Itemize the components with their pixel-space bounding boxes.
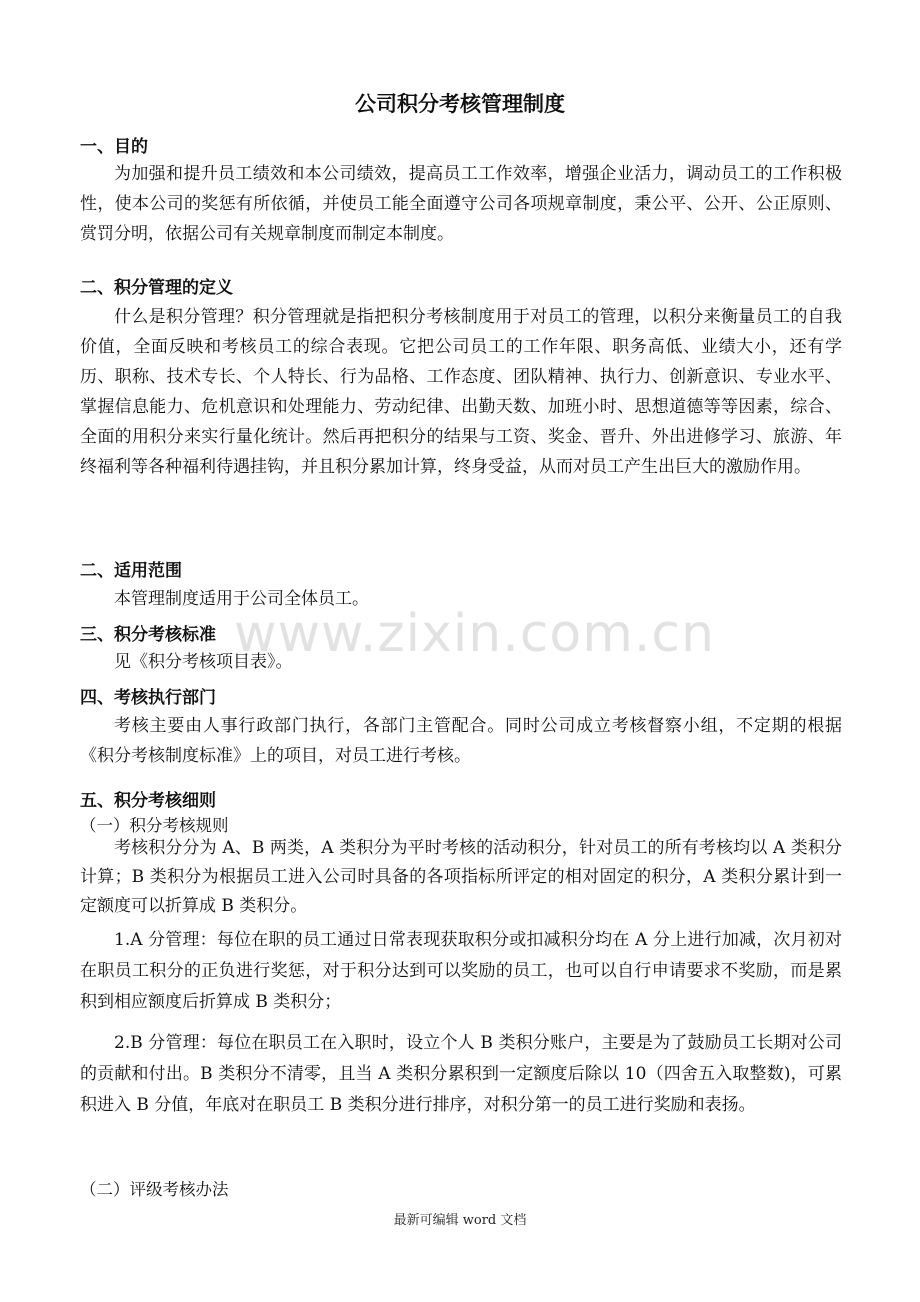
watermark: www.zixin.com.cn [234,604,715,664]
section-paragraph-scope: 本管理制度适用于公司全体员工。 [114,589,369,609]
section-heading-department: 四、考核执行部门 [80,688,216,708]
section-heading-standard: 三、积分考核标准 [80,625,216,645]
subsection-heading-rules: （一）积分考核规则 [80,816,229,835]
page-footer: 最新可编辑 word 文档 [393,1213,527,1228]
document-title: 公司积分考核管理制度 [355,92,565,116]
section-paragraph-standard: 见《积分考核项目表》。 [114,652,293,672]
section-paragraph-department: 考核主要由人事行政部门执行，各部门主管配合。同时公司成立考核督察小组，不定期的根据《积分考核制度标准》上的项目，对员工进行考核。 [80,716,842,766]
subsection-heading-rating: （二）评级考核办法 [80,1180,229,1199]
section-heading-details: 五、积分考核细则 [80,791,216,811]
section-heading-purpose: 一、目的 [80,137,148,157]
section-heading-scope: 二、适用范围 [80,561,182,581]
rules-paragraph-b-points: 2.B 分管理：每位在职员工在入职时，设立个人 B 类积分账户，主要是为了鼓励员工长期对公司的贡献和付出。B 类积分不清零，且当 A 类积分累积到一定额度后除以 10（四舍五入取整数)，可累积进入 B 分值，年底对在职员工 B 类积分进行排序，对积分第一的员工进行奖励和表扬。 [80,1033,842,1115]
section-paragraph-purpose: 为加强和提升员工绩效和本公司绩效，提高员工工作效率，增强企业活力，调动员工的工作积极性，使本公司的奖惩有所依循，并使员工能全面遵守公司各项规章制度，秉公平、公开、公正原则、赏罚分明，依据公司有关规章制度而制定本制度。 [80,164,842,244]
rules-paragraph-overview: 考核积分分为 A、B 两类，A 类积分为平时考核的活动积分，针对员工的所有考核均以 A 类积分计算；B 类积分为根据员工进入公司时具备的各项指标所评定的相对固定的积分，A 类积分累计到一定额度可以折算成 B 类积分。 [80,838,842,916]
section-heading-definition: 二、积分管理的定义 [80,278,233,298]
rules-paragraph-a-points: 1.A 分管理：每位在职的员工通过日常表现获取积分或扣减积分均在 A 分上进行加减，次月初对在职员工积分的正负进行奖惩，对于积分达到可以奖励的员工，也可以自行申请要求不奖励，而是累积到相应额度后折算成 B 类积分； [80,930,842,1012]
section-paragraph-definition: 什么是积分管理？积分管理就是指把积分考核制度用于对员工的管理，以积分来衡量员工的自我价值，全面反映和考核员工的综合表现。它把公司员工的工作年限、职务高低、业绩大小，还有学历、职称、技术专长、个人特长、行为品格、工作态度、团队精神、执行力、创新意识、专业水平、掌握信息能力、危机意识和处理能力、劳动纪律、出勤天数、加班小时、思想道德等等因素，综合、全面的用积分来实行量化统计。然后再把积分的结果与工资、奖金、晋升、外出进修学习、旅游、年终福利等各种福利待遇挂钩，并且积分累加计算，终身受益，从而对员工产生出巨大的激励作用。 [80,307,842,477]
